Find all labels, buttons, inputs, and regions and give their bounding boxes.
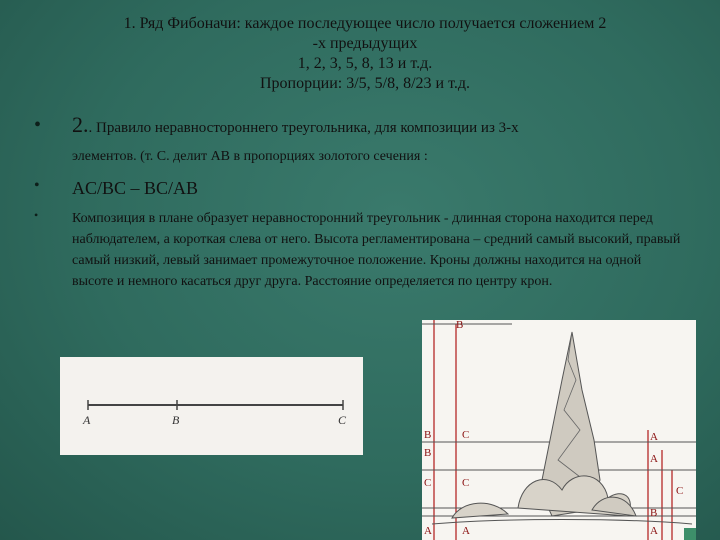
composition-text: Композиция в плане образует неравносторонний треугольник - длинная сторона находится перед наблюдателем, а короткая слева от него. Высота регламентирована – средний самый высокий, правый самый низкий, левый занимает промежуточное положение. Кроны должны находится на одной высоте и немного касаться друг друга. Расстояние определяется по центру крон. (72, 211, 681, 289)
label-left-b1: B (424, 429, 432, 441)
bullet-icon: • (34, 177, 40, 194)
bullet-icon: • (34, 114, 42, 136)
label-left-c: C (424, 477, 432, 489)
label-mid-c1: C (462, 429, 470, 441)
label-mid-a: A (462, 525, 470, 537)
label-right-a3: A (650, 525, 658, 537)
tree-svg (422, 320, 696, 540)
label-right-a2: A (650, 453, 658, 465)
bullet-icon: • (34, 208, 39, 222)
tree-illustration (432, 332, 692, 524)
title-line: -х предыдущих (312, 35, 418, 52)
rule-number: 2. (72, 112, 89, 137)
label-b: B (172, 413, 180, 427)
label-a: A (83, 413, 91, 427)
segment-diagram (60, 357, 363, 455)
title-line: 1, 2, 3, 5, 8, 13 и т.д. (297, 55, 433, 72)
title-line: Пропорции: 3/5, 5/8, 8/23 и т.д. (259, 75, 471, 92)
label-top-b: B (456, 320, 464, 331)
label-right-b: B (650, 507, 658, 519)
label-mid-c2: C (462, 477, 470, 489)
segment-svg (60, 357, 363, 455)
label-right-a1: A (650, 431, 658, 443)
slide-title (40, 14, 690, 94)
ratio-formula: AC/BC – BC/AB (72, 178, 199, 198)
rule-text: . Правило неравностороннего треугольника, для композиции из 3-х (88, 120, 519, 136)
label-left-b2: B (424, 447, 432, 459)
corner-accent-square (684, 528, 696, 540)
label-right-c: C (676, 485, 684, 497)
tree-composition-figure (422, 320, 696, 540)
label-c: C (338, 413, 347, 427)
rule-text-cont: элементов. (т. С. делит АВ в пропорциях золотого сечения : (72, 149, 428, 164)
label-left-a: A (424, 525, 432, 537)
title-line: 1. Ряд Фибоначи: каждое последующее число получается сложением 2 (123, 15, 607, 32)
